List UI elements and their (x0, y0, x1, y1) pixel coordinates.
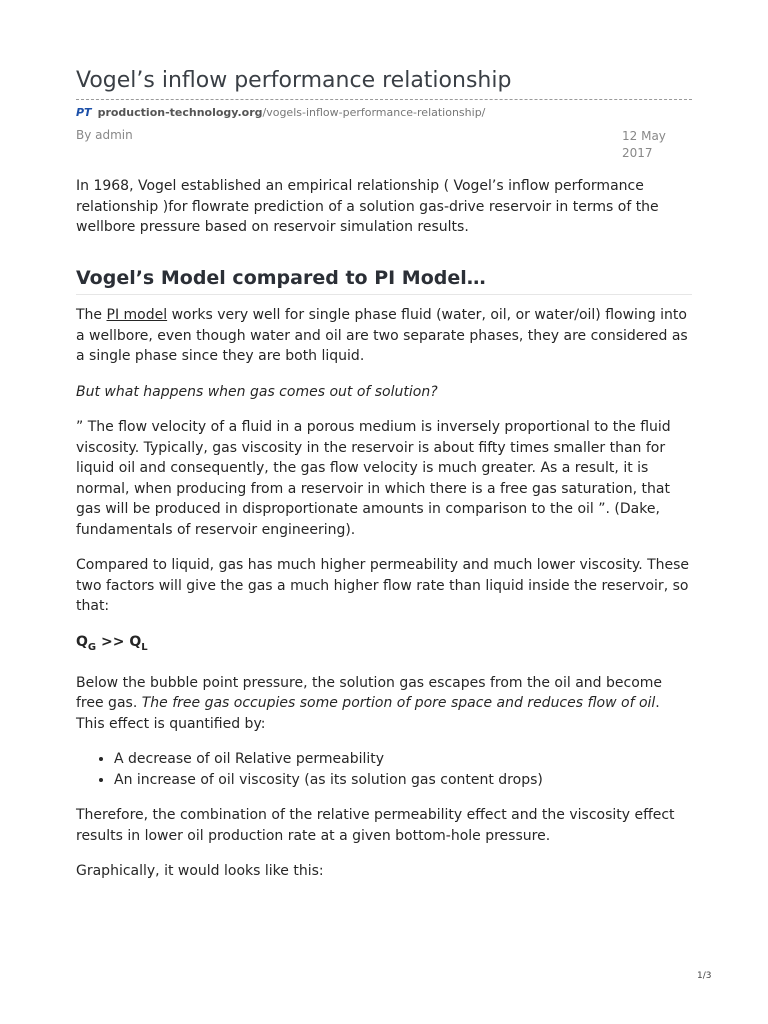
formula-ql: Q (129, 633, 142, 650)
formula-sub-l: L (141, 641, 148, 653)
pi-model-paragraph (76, 305, 692, 367)
page-title: Vogel’s inflow performance relationship (76, 68, 512, 93)
article-body (76, 176, 692, 897)
list-item: • A decrease of oil Relative permeability (114, 749, 692, 770)
bubble-rest-text: . This effect is quantified by: (76, 695, 660, 732)
formula-qg: Q (76, 633, 88, 650)
site-logo-icon: PT (76, 106, 92, 119)
page-number: 1/3 (697, 971, 712, 981)
flow-rate-formula (76, 632, 692, 658)
title-divider (76, 99, 692, 100)
formula-sub-g: G (87, 641, 97, 653)
conclusion-paragraph: Therefore, the combination of the relative permeability effect and the viscosity effect results in lower oil production rate at a given bottom-hole pressure. (76, 807, 675, 844)
question-paragraph (76, 382, 692, 403)
source-path: /vogels-inflow-performance-relationship/ (262, 106, 486, 119)
formula-operator: >> (96, 633, 130, 650)
byline: By admin (76, 128, 133, 142)
intro-paragraph: In 1968, Vogel established an empirical relationship ( Vogel’s inflow performance relationship )for flowrate prediction of a solution gas-drive reservoir in terms of the wellbore pressure based on reservoir simulation results. (76, 178, 659, 235)
comparison-paragraph: Compared to liquid, gas has much higher permeability and much lower viscosity. These two factors will give the gas a much higher flow rate than liquid inside the reservoir, so that: (76, 557, 690, 614)
bubble-italic-text: The free gas occupies some portion of pore space and reduces flow of oil (141, 695, 656, 712)
bubble-lead-text: Below the bubble point pressure, the solution gas escapes from the oil and become free gas. (76, 674, 663, 712)
pi-rest-text: works very well for single phase fluid (water, oil, or water/oil) flowing into a wellbore, even though water and oil are two separate phases, they are considered as a single phase since they are both liquid. (76, 307, 688, 364)
source-line (76, 106, 485, 119)
graph-intro-paragraph: Graphically, it would looks like this: (76, 863, 324, 880)
bubble-point-paragraph (76, 673, 692, 735)
publish-date: 12 May 2017 (622, 129, 666, 160)
list-item: • An increase of oil viscosity (as its solution gas content drops) (114, 770, 692, 791)
section-heading: Vogel’s Model compared to PI Model… (76, 268, 692, 296)
pi-model-link[interactable]: PI model (106, 307, 168, 323)
question-text: But what happens when gas comes out of solution? (76, 383, 438, 400)
source-domain-link[interactable]: production-technology.org (97, 106, 263, 119)
effects-list (76, 749, 692, 790)
quote-paragraph: ” The flow velocity of a fluid in a porous medium is inversely proportional to the fluid viscosity. Typically, gas viscosity in the reservoir is about fifty times smaller than for liquid oil and consequently, the gas flow velocity is much greater. As a result, it is normal, when producing from a reservoir in which there is a free gas saturation, that gas will be produced in disproportionate amounts in comparison to the oil ”. (Dake, fundamentals of reservoir engineering). (76, 419, 671, 538)
pi-lead-text: The (76, 307, 107, 323)
